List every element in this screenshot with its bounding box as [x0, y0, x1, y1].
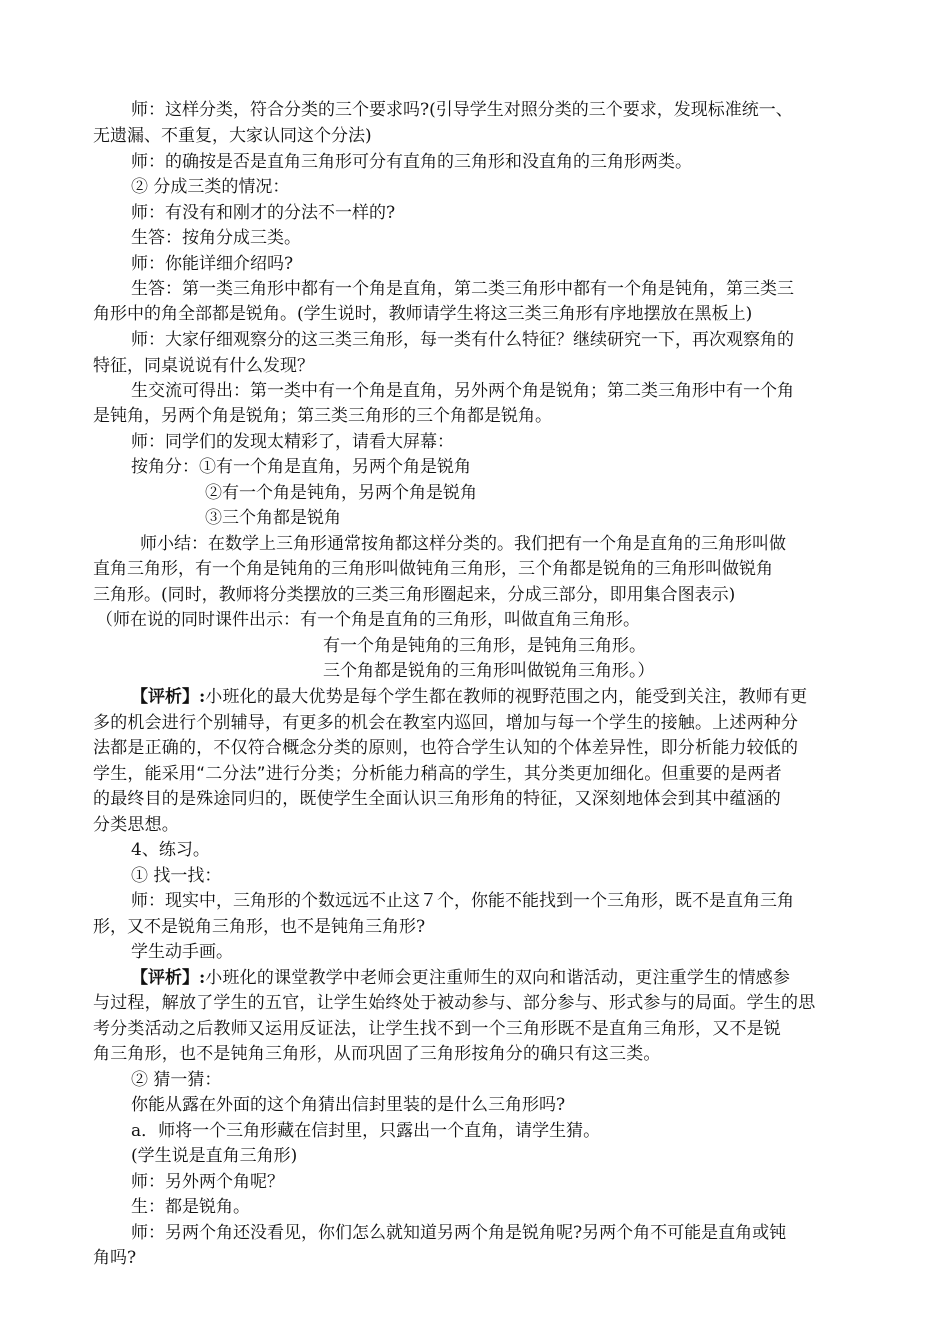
- comment-line: 与过程，解放了学生的五官，让学生始终处于被动参与、部分参与、形式参与的局面。学生的思: [93, 993, 816, 1013]
- text-line: 师小结：在数学上三角形通常按角都这样分类的。我们把有一个角是直角的三角形叫做: [140, 534, 786, 554]
- text-line: 无遗漏、不重复，大家认同这个分法): [93, 126, 372, 146]
- comment-line: 学生，能采用“二分法”进行分类；分析能力稍高的学生，其分类更加细化。但重要的是两者: [93, 764, 782, 784]
- text-line: 有一个角是钝角的三角形，是钝角三角形。: [323, 636, 646, 656]
- text-line: 师：现实中，三角形的个数远远不止这７个，你能不能找到一个三角形，既不是直角三角: [131, 891, 794, 911]
- text-line: 生：都是锐角。: [131, 1197, 250, 1217]
- text-line: ② 分成三类的情况：: [131, 177, 290, 197]
- comment-line: [131, 966, 790, 990]
- comment-line: [131, 685, 807, 709]
- text-line: 按角分：①有一个角是直角，另两个角是锐角: [131, 457, 471, 477]
- comment-line: 多的机会进行个别辅导，有更多的机会在教室内巡回，增加与每一个学生的接触。上述两种分: [93, 713, 799, 733]
- text-line: 生交流可得出：第一类中有一个角是直角，另外两个角是锐角；第二类三角形中有一个角: [131, 381, 794, 401]
- comment-line: 考分类活动之后教师又运用反证法，让学生找不到一个三角形既不是直角三角形，又不是锐: [93, 1019, 781, 1039]
- comment-line: 角三角形，也不是钝角三角形，从而巩固了三角形按角分的确只有这三类。: [93, 1044, 661, 1064]
- text-line: 特征，同桌说说有什么发现？: [93, 356, 314, 376]
- text-line: 师：你能详细介绍吗?: [131, 254, 294, 274]
- text-line: ②有一个角是钝角，另两个角是锐角: [205, 483, 477, 503]
- comment-text: 小班化的课堂教学中老师会更注重师生的双向和谐活动，更注重学生的情感参: [205, 968, 791, 988]
- text-line: 三角形。(同时，教师将分类摆放的三类三角形圈起来，分成三部分，即用集合图表示): [93, 585, 736, 605]
- text-line: 师：这样分类，符合分类的三个要求吗?(引导学生对照分类的三个要求，发现标准统一、: [131, 100, 793, 120]
- text-line: 师：的确按是否是直角三角形可分有直角的三角形和没直角的三角形两类。: [131, 152, 692, 172]
- text-line: （师在说的同时课件出示：有一个角是直角的三角形，叫做直角三角形。: [96, 610, 640, 630]
- text-line: (学生说是直角三角形): [131, 1146, 298, 1166]
- comment-line: 法都是正确的，不仅符合概念分类的原则，也符合学生认知的个体差异性，即分析能力较低的: [93, 738, 799, 758]
- text-line: 三个角都是锐角的三角形叫做锐角三角形。）: [323, 661, 655, 681]
- text-line: 师：有没有和刚才的分法不一样的?: [131, 203, 396, 223]
- text-line: 生答：按角分成三类。: [131, 228, 301, 248]
- text-line: 学生动手画。: [131, 942, 233, 962]
- text-line: 师：另两个角还没看见，你们怎么就知道另两个角是锐角呢?另两个角不可能是直角或钝: [131, 1223, 787, 1243]
- text-line: 师：大家仔细观察分的这三类三角形，每一类有什么特征？继续研究一下，再次观察角的: [131, 330, 794, 350]
- text-line: 直角三角形，有一个角是钝角的三角形叫做钝角三角形，三个角都是锐角的三角形叫做锐角: [93, 559, 773, 579]
- text-line: 是钝角，另两个角是锐角；第三类三角形的三个角都是锐角。: [93, 406, 552, 426]
- text-line: 形，又不是锐角三角形，也不是钝角三角形?: [93, 917, 426, 937]
- comment-line: 分类思想。: [93, 815, 179, 835]
- comment-text: 小班化的最大优势是每个学生都在教师的视野范围之内，能受到关注，教师有更: [205, 687, 808, 707]
- text-line: 你能从露在外面的这个角猜出信封里装的是什么三角形吗?: [131, 1095, 566, 1115]
- text-line: 师：另外两个角呢？: [131, 1172, 284, 1192]
- text-line: 角形中的角全部都是锐角。(学生说时，教师请学生将这三类三角形有序地摆放在黑板上): [93, 304, 753, 324]
- text-line: 生答：第一类三角形中都有一个角是直角，第二类三角形中都有一个角是钝角，第三类三: [131, 279, 794, 299]
- text-line: 角吗?: [93, 1248, 137, 1268]
- text-line: ③三个角都是锐角: [205, 508, 341, 528]
- text-line: 师：同学们的发现太精彩了，请看大屏幕：: [131, 432, 454, 452]
- comment-label: 【评析】:: [131, 687, 206, 707]
- text-line: ② 猜一猜：: [131, 1070, 222, 1090]
- text-line: a．师将一个三角形藏在信封里，只露出一个直角，请学生猜。: [131, 1121, 601, 1141]
- comment-label: 【评析】:: [131, 968, 206, 988]
- comment-line: 的最终目的是殊途同归的，既使学生全面认识三角形角的特征，又深刻地体会到其中蕴涵的: [93, 789, 781, 809]
- section-heading: 4、练习。: [131, 840, 210, 860]
- text-line: ① 找一找：: [131, 866, 222, 886]
